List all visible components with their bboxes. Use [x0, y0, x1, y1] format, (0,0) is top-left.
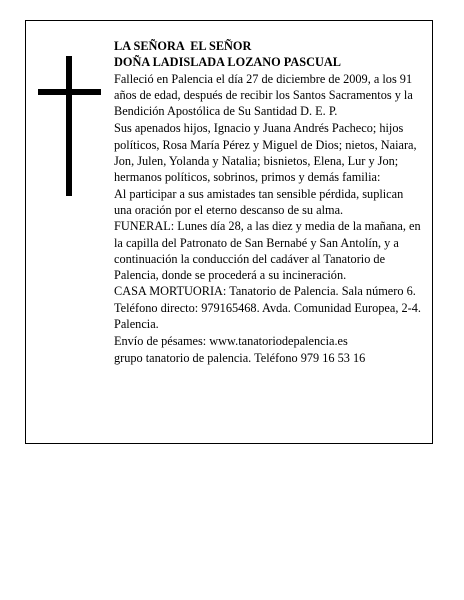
cross-horizontal-bar	[38, 89, 101, 95]
prayer-request: Al participar a sus amistades tan sensible pérdida, suplican una oración por el eterno descanso de su alma.	[114, 186, 404, 217]
funeral-details: FUNERAL: Lunes día 28, a las diez y media de la mañana, en la capilla del Patronato de San Bernabé y San Antolín, y a continuación la conducción del cadáver al Tanatorio de Palencia, donde se procederá a su incineración.	[114, 219, 421, 283]
funeral-home-phone: grupo tanatorio de palencia. Teléfono 979 16 53 16	[114, 350, 366, 365]
condolences-website: Envío de pésames: www.tanatoriodepalencia.es	[114, 334, 348, 349]
obituary-text	[114, 38, 422, 366]
mortuary-details: CASA MORTUORIA: Tanatorio de Palencia. Sala número 6. Teléfono directo: 979165468. Avda. Comunidad Europea, 2-4. Palencia.	[114, 284, 421, 332]
death-announcement: Falleció en Palencia el día 27 de diciembre de 2009, a los 91 años de edad, después de recibir los Santos Sacramentos y la Bendición Apostólica de Su Santidad D. E. P.	[114, 71, 413, 119]
cross-vertical-bar	[66, 56, 72, 196]
heading-deceased-name: DOÑA LADISLADA LOZANO PASCUAL	[114, 55, 341, 70]
heading-relation: LA SEÑORA EL SEÑOR	[114, 39, 252, 53]
latin-cross-icon	[38, 56, 101, 196]
family-list: Sus apenados hijos, Ignacio y Juana Andrés Pacheco; hijos políticos, Rosa María Pérez y Miguel de Dios; nietos, Naiara, Jon, Julen, Yolanda y Natalia; bisnietos, Elena, Lur y Jon; hermanos políticos, sobrinos, primos y demás familia:	[114, 121, 417, 185]
